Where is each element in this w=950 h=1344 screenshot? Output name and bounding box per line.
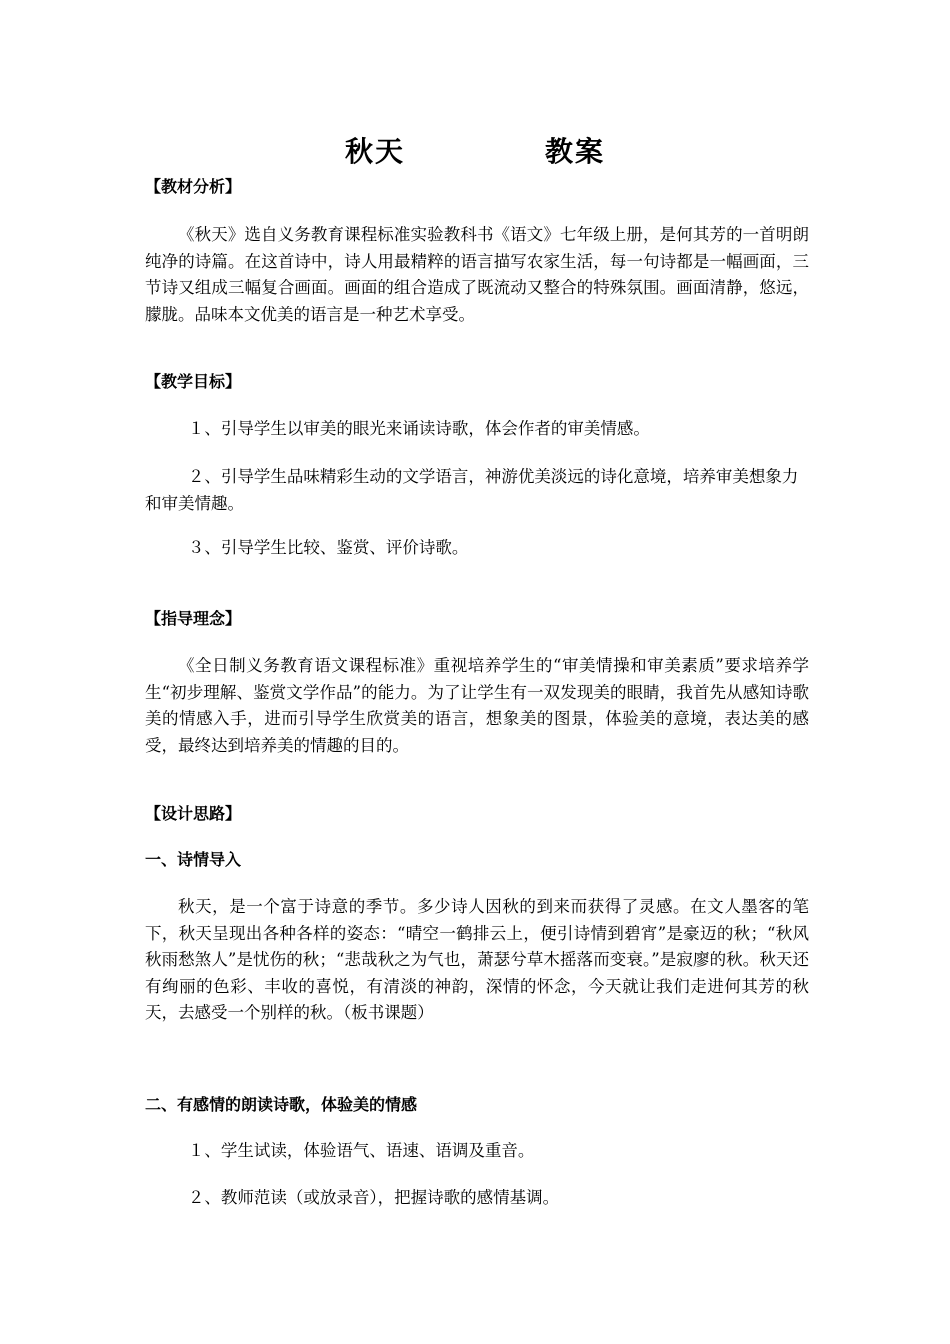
reading-item-1: １、学生试读，体验语气、语速、语调及重音。 (187, 1141, 535, 1160)
subsection-heading-intro: 一、诗情导入 (145, 850, 242, 869)
section-heading-analysis: 【教材分析】 (145, 177, 242, 196)
intro-paragraph: 秋天，是一个富于诗意的季节。多少诗人因秋的到来而获得了灵感。在文人墨客的笔下，秋天呈现出各种各样的姿态：“晴空一鹤排云上，便引诗情到碧宵”是豪迈的秋；“秋风秋雨愁煞人”是忧伤的秋；“悲哉秋之为气也，萧瑟兮草木摇落而变衰。”是寂廖的秋。秋天还有绚丽的色彩、丰收的喜悦，有清淡的神韵，深情的怀念，今天就让我们走进何其芳的秋天，去感受一个别样的秋。（板书课题） (145, 897, 809, 1022)
title-left: 秋天 (344, 135, 405, 168)
goal-item-1: １、引导学生以审美的眼光来诵读诗歌，体会作者的审美情感。 (187, 419, 650, 438)
page-title (0, 130, 950, 170)
section-heading-concept: 【指导理念】 (145, 609, 242, 628)
goal-item-2: ２、引导学生品味精彩生动的文学语言，神游优美淡远的诗化意境，培养审美想象力和审美情趣。 (145, 467, 799, 513)
section-heading-goals: 【教学目标】 (145, 372, 242, 391)
subsection-heading-reading: 二、有感情的朗读诗歌，体验美的情感 (145, 1095, 418, 1114)
reading-item-2: ２、教师范读（或放录音），把握诗歌的感情基调。 (187, 1188, 560, 1207)
title-right: 教案 (545, 135, 606, 168)
section-heading-design: 【设计思路】 (145, 804, 242, 823)
goal-item-3: ３、引导学生比较、鉴赏、评价诗歌。 (187, 538, 469, 557)
concept-paragraph: 《全日制义务教育语文课程标准》重视培养学生的“审美情操和审美素质”要求培养学生“初步理解、鉴赏文学作品”的能力。为了让学生有一双发现美的眼睛，我首先从感知诗歌美的情感入手，进而引导学生欣赏美的语言，想象美的图景，体验美的意境，表达美的感受，最终达到培养美的情趣的目的。 (145, 656, 809, 755)
analysis-paragraph: 《秋天》选自义务教育课程标准实验教科书《语文》七年级上册，是何其芳的一首明朗纯净的诗篇。在这首诗中，诗人用最精粹的语言描写农家生活，每一句诗都是一幅画面，三节诗又组成三幅复合画面。画面的组合造成了既流动又整合的特殊氛围。画面清静，悠远，朦胧。品味本文优美的语言是一种艺术享受。 (145, 225, 809, 324)
